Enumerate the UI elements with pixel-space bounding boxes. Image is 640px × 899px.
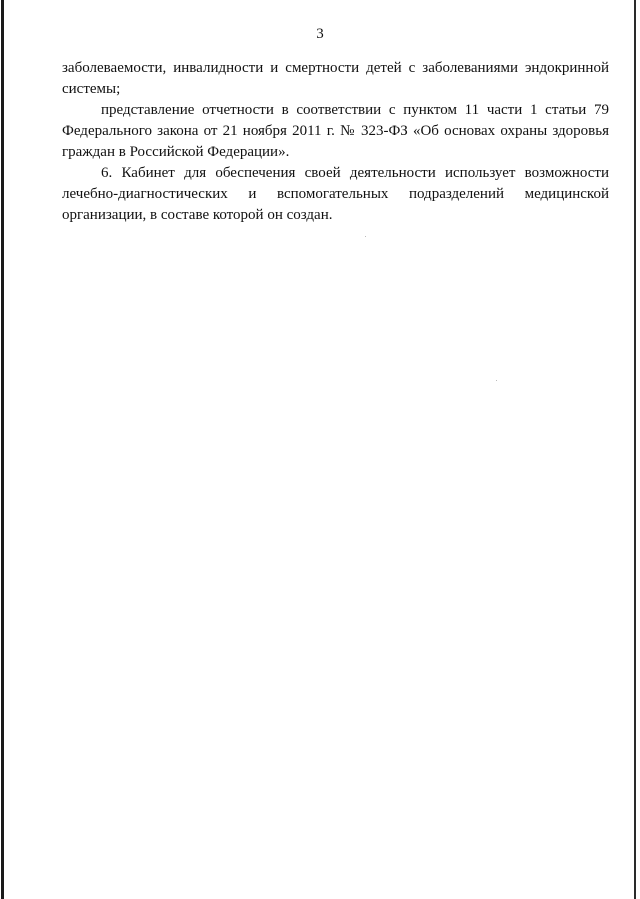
document-body [62, 58, 609, 226]
scan-speck [496, 380, 497, 381]
scan-edge-left [1, 0, 4, 899]
page-number: 3 [316, 26, 324, 42]
scan-edge-right [634, 0, 636, 899]
paragraph-item-6: 6. Кабинет для обеспечения своей деятельности использует возможности лечебно-диагностических и вспомогательных подразделений медицинской организации, в составе которой он создан. [62, 165, 609, 223]
paragraph-list-item-end: заболеваемости, инвалидности и смертности детей с заболеваниями эндокринной системы; [62, 60, 609, 97]
scan-speck [365, 236, 366, 237]
paragraph-reporting: представление отчетности в соответствии с пунктом 11 части 1 статьи 79 Федерального закона от 21 ноября 2011 г. № 323-ФЗ «Об основах охраны здоровья граждан в Российской Федерации». [62, 102, 609, 160]
